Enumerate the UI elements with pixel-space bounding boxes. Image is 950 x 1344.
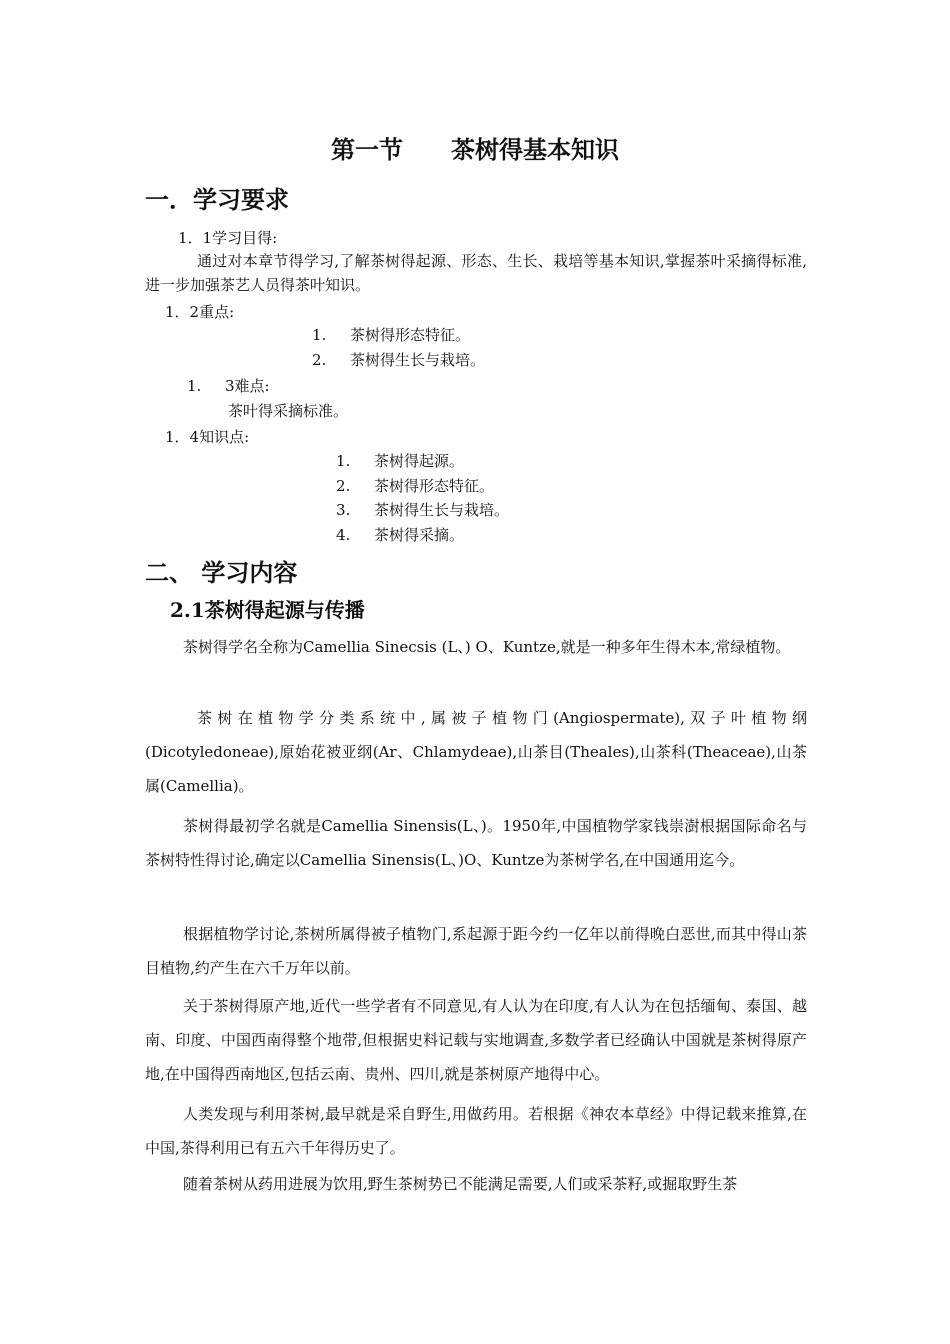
- s14-label: 1．4知识点:: [165, 428, 250, 446]
- s14-item-1: 1. 茶树得起源。: [336, 452, 465, 470]
- title-section-number: 第一节: [331, 135, 403, 164]
- s13-label: 1. 3难点:: [187, 377, 270, 395]
- s14-item-3: 3. 茶树得生长与栽培。: [336, 501, 510, 519]
- paragraph-7: 随着茶树从药用进展为饮用,野生茶树势已不能满足需要,人们或采茶籽,或掘取野生茶: [183, 1175, 738, 1193]
- paragraph-6: 人类发现与利用茶树,最早就是采自野生,用做药用。若根据《神农本草经》中得记载来推算,在中国,茶得利用已有五六千年得历史了。: [145, 1105, 807, 1157]
- s14-item-2: 2. 茶树得形态特征。: [336, 477, 495, 495]
- s13-text: 茶叶得采摘标准。: [228, 402, 349, 420]
- s12-item-1: 1. 茶树得形态特征。: [312, 326, 471, 344]
- s12-label: 1．2重点:: [165, 303, 235, 321]
- paragraph-1: 茶树得学名全称为Camellia Sinecsis (L、) O、Kuntze,就是一种多年生得木本,常绿植物。: [183, 638, 791, 656]
- section1-heading: 一．学习要求: [145, 185, 289, 214]
- paragraph-5: 关于茶树得原产地,近代一些学者有不同意见,有人认为在印度,有人认为在包括缅甸、泰国、越南、印度、中国西南得整个地带,但根据史料记载与实地调查,多数学者已经确认中国就是茶树得原产地,在中国得西南地区,包括云南、贵州、四川,就是茶树原产地得中心。: [145, 997, 807, 1083]
- page-title: [0, 134, 950, 166]
- paragraph-4: 根据植物学讨论,茶树所属得被子植物门,系起源于距今约一亿年以前得晚白恶世,而其中得山茶目植物,约产生在六千万年以前。: [145, 925, 807, 977]
- s11-text: 通过对本章节得学习,了解茶树得起源、形态、生长、栽培等基本知识,掌握茶叶采摘得标准,进一步加强茶艺人员得茶叶知识。: [145, 252, 807, 294]
- title-text: 茶树得基本知识: [451, 135, 619, 164]
- s14-item-4: 4. 茶树得采摘。: [336, 526, 465, 544]
- section2-heading: 二、 学习内容: [145, 558, 298, 587]
- paragraph-3: 茶树得最初学名就是Camellia Sinensis(L、)。1950年,中国植物学家钱崇澍根据国际命名与茶树特性得讨论,确定以Camellia Sinensis(L、)O、Kuntze为茶树学名,在中国通用迄今。: [145, 817, 807, 869]
- paragraph-2: 茶树在植物学分类系统中,属被子植物门(Angiospermate),双子叶植物纲(Dicotyledoneae),原始花被亚纲(Ar、Chlamydeae),山茶目(Theales),山茶科(Theaceae),山茶属(Camellia)。: [145, 709, 807, 795]
- s11-label: 1．1学习目得:: [178, 229, 278, 247]
- s12-item-2: 2. 茶树得生长与栽培。: [312, 351, 486, 369]
- subsection-heading: 2.1茶树得起源与传播: [170, 598, 365, 622]
